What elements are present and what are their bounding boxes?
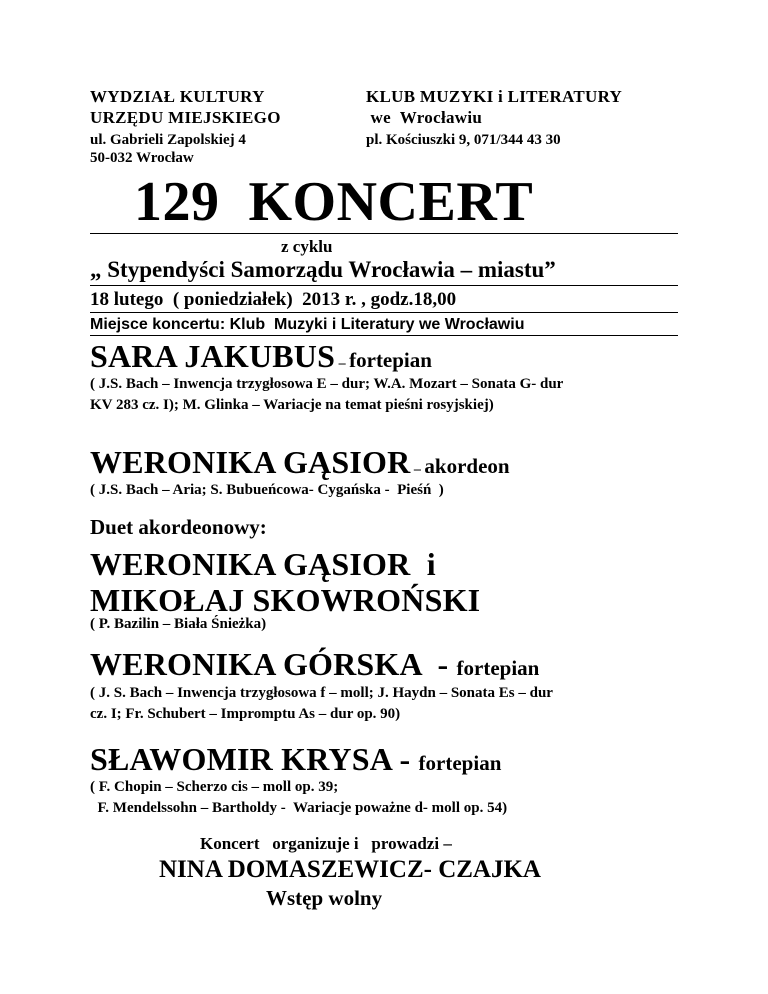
performer-name: SŁAWOMIR KRYSA - (90, 741, 419, 777)
divider (90, 335, 678, 336)
instrument: fortepian (456, 656, 540, 680)
club-name-line1: KLUB MUZYKI i LITERATURY (366, 87, 623, 106)
divider (90, 285, 678, 286)
club-address: pl. Kościuszki 9, 071/344 43 30 (366, 132, 561, 148)
instrument: fortepian (418, 751, 502, 775)
instrument: akordeon (424, 454, 510, 478)
separator: – (335, 356, 350, 371)
duet-name-line1: WERONIKA GĄSIOR i (90, 546, 436, 582)
department-city: 50-032 Wrocław (90, 150, 194, 166)
organizer-label: Koncert organizuje i prowadzi – (200, 834, 452, 853)
date-time: 18 lutego ( poniedziałek) 2013 r. , godz.18,00 (90, 289, 457, 310)
organizer-name: NINA DOMASZEWICZ- CZAJKA (159, 856, 541, 883)
program-line: ( J.S. Bach – Inwencja trzygłosowa E – dur; W.A. Mozart – Sonata G- dur (90, 376, 564, 392)
instrument: fortepian (349, 348, 432, 372)
divider (90, 312, 678, 313)
program-line: ( J. S. Bach – Inwencja trzygłosowa f – moll; J. Haydn – Sonata Es – dur (90, 685, 553, 701)
program-line: ( P. Bazilin – Biała Śnieżka) (90, 616, 267, 632)
separator: – (410, 462, 425, 477)
performer-sara-jakubus (90, 338, 432, 374)
program-line: F. Mendelssohn – Bartholdy - Wariacje poważne d- moll op. 54) (90, 800, 508, 816)
program-line: KV 283 cz. I); M. Glinka – Wariacje na temat pieśni rosyjskiej) (90, 397, 494, 413)
duet-name-line2: MIKOŁAJ SKOWROŃSKI (90, 582, 481, 618)
performer-name: WERONIKA GĄSIOR (90, 444, 411, 480)
free-entry: Wstęp wolny (266, 886, 383, 910)
venue: Miejsce koncertu: Klub Muzyki i Literatury we Wrocławiu (90, 316, 525, 333)
duet-label: Duet akordeonowy: (90, 515, 267, 539)
department-line2: URZĘDU MIEJSKIEGO (90, 108, 281, 127)
performer-name: SARA JAKUBUS (90, 338, 336, 374)
divider (90, 233, 678, 234)
program-line: cz. I; Fr. Schubert – Impromptu As – dur op. 90) (90, 706, 401, 722)
performer-weronika-gasior (90, 444, 510, 480)
program-line: ( J.S. Bach – Aria; S. Bubueńcowa- Cygańska - Pieśń ) (90, 482, 444, 498)
performer-weronika-gorska (90, 646, 539, 682)
series-name: „ Stypendyści Samorządu Wrocławia – miastu” (90, 257, 556, 282)
club-name-line2: we Wrocławiu (366, 108, 483, 127)
performer-slawomir-krysa (90, 741, 501, 777)
cycle-label: z cyklu (281, 237, 333, 256)
department-street: ul. Gabrieli Zapolskiej 4 (90, 132, 246, 148)
performer-name: WERONIKA GÓRSKA - (90, 646, 457, 682)
concert-title: 129 KONCERT (134, 171, 534, 233)
department-line1: WYDZIAŁ KULTURY (90, 87, 265, 106)
program-line: ( F. Chopin – Scherzo cis – moll op. 39; (90, 779, 339, 795)
